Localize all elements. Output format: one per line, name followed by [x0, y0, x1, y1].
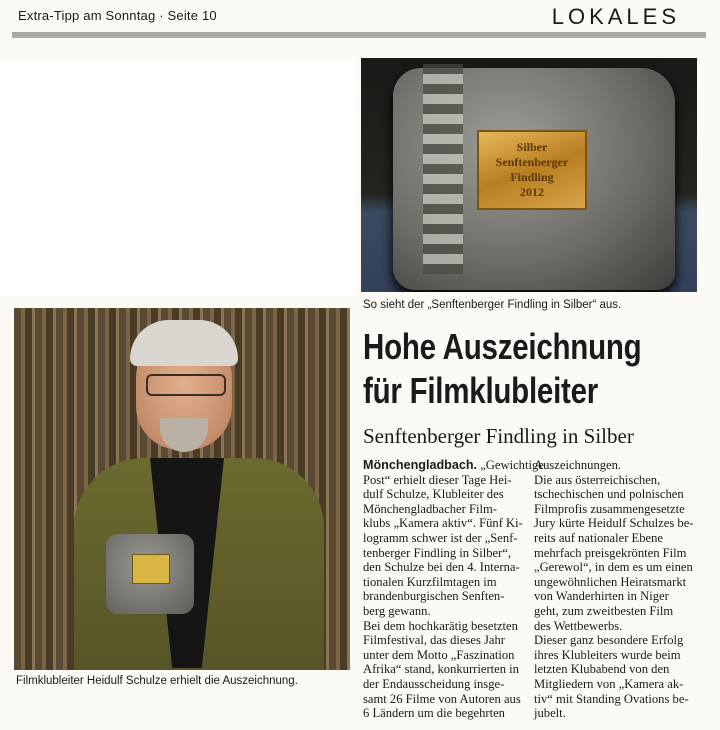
body-line: Die aus österreichischen, [534, 472, 661, 487]
header-rule [12, 32, 706, 38]
trophy-caption: So sieht der „Senftenberger Findling in Silber“ aus. [363, 299, 622, 311]
article-headline [363, 325, 646, 413]
page-header-issue: Extra-Tipp am Sonntag · Seite 10 [18, 8, 217, 23]
body-line: logramm schwer ist der „Senf- [363, 530, 518, 545]
section-title: LOKALES [551, 4, 680, 29]
article-column-1 [363, 458, 544, 721]
portrait-caption: Filmklubleiter Heidulf Schulze erhielt die Auszeichnung. [16, 675, 298, 687]
body-line: des Wettbewerbs. [534, 618, 623, 633]
headline-line: für Filmklubleiter [363, 370, 599, 411]
trophy-photo [361, 58, 697, 292]
body-line: geht, zum zweitbesten Film [534, 603, 674, 618]
plaque-line: Findling [510, 170, 554, 184]
body-line: letzten Klubabend von den [534, 662, 670, 677]
body-line: tenberger Findling in Silber“, [363, 545, 512, 560]
body-line: reits auf nationaler Ebene [534, 530, 664, 545]
body-line: 6 Ländern um die begehrten [363, 706, 505, 721]
body-line: samt 26 Filme von Autoren aus [363, 691, 521, 706]
headline-line: Hohe Auszeichnung [363, 326, 642, 367]
film-strip-decoration [423, 64, 463, 274]
body-line: tiv“ mit Standing Ovations be- [534, 691, 689, 706]
trophy-plaque [477, 130, 587, 210]
body-line: Afrika“ stand, konkurrierten in [363, 662, 519, 677]
blank-area [0, 60, 356, 296]
portrait-trophy-plaque [132, 554, 170, 584]
body-line: unter dem Motto „Faszination [363, 647, 515, 662]
body-line: brandenburgischen Senften- [363, 589, 505, 604]
body-line: Dieser ganz besondere Erfolg [534, 633, 684, 648]
body-line: Jury kürte Heidulf Schulzes be- [534, 516, 694, 531]
body-line: Post“ erhielt dieser Tage Hei- [363, 472, 512, 487]
body-line: von Wanderhirten in Niger [534, 589, 669, 604]
body-line: „Gerewol“, in dem es um einen [534, 560, 693, 575]
body-line: Mitgliedern von „Kamera ak- [534, 676, 684, 691]
body-line: klubs „Kamera aktiv“. Fünf Ki- [363, 516, 523, 531]
plaque-line: 2012 [520, 185, 544, 199]
plaque-line: Silber [516, 140, 548, 154]
body-line: jubelt. [534, 706, 566, 721]
portrait-hair [130, 320, 238, 366]
body-line: ihres Klubleiters wurde beim [534, 647, 681, 662]
body-line: mehrfach preisgekrönten Film [534, 545, 687, 560]
body-line: Filmfestival, das dieses Jahr [363, 633, 506, 648]
body-line: der Endausscheidung insge- [363, 676, 505, 691]
body-line: dulf Schulze, Klubleiter des [363, 487, 504, 502]
dateline: Mönchengladbach. [363, 458, 478, 472]
portrait-photo [14, 308, 350, 670]
body-line: tschechischen und polnischen [534, 487, 684, 502]
portrait-glasses [146, 374, 226, 396]
plaque-line: Senftenberger [495, 155, 569, 169]
body-line-text: „Gewichtige [480, 458, 544, 472]
body-line: Filmprofis zusammengesetzte [534, 501, 685, 516]
body-line-first [363, 458, 544, 473]
body-line: Bei dem hochkarätig besetzten [363, 618, 518, 633]
article-subhead: Senftenberger Findling in Silber [363, 424, 634, 448]
article-column-2 [534, 458, 704, 721]
body-line: tionalen Kurzfilmtagen im [363, 574, 497, 589]
body-line: berg gewann. [363, 603, 431, 618]
body-line: Mönchengladbacher Film- [363, 501, 497, 516]
body-line: Auszeichnungen. [534, 458, 622, 472]
body-line: ungewöhnlichen Heiratsmarkt [534, 574, 687, 589]
body-line: den Schulze bei den 4. Interna- [363, 560, 520, 575]
